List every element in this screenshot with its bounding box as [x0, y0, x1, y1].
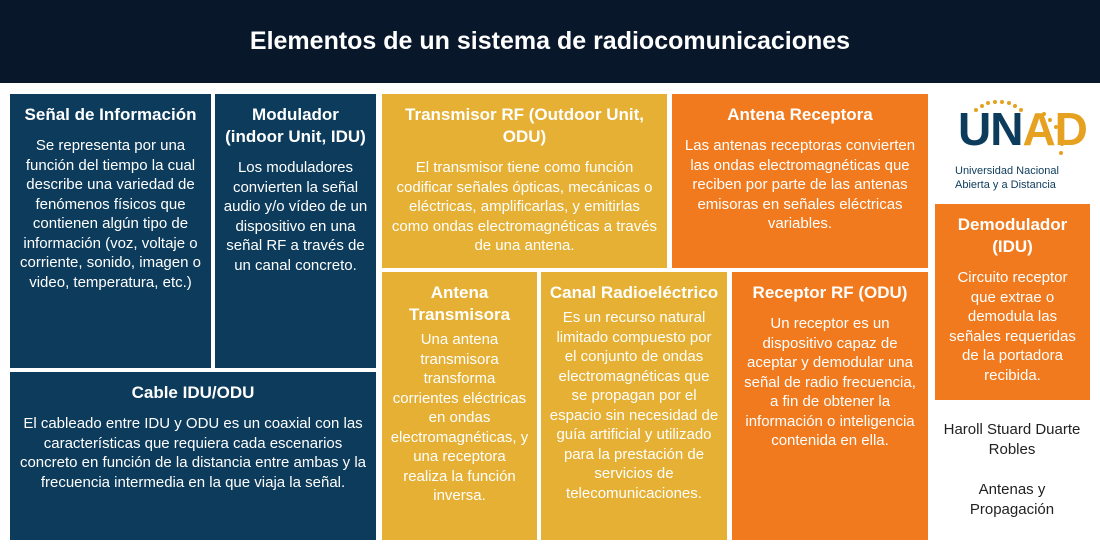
- card-title: Demodulador (IDU): [957, 215, 1068, 257]
- card-antena-receptora: [672, 94, 928, 268]
- course-name: Antenas y Propagación: [969, 481, 1055, 518]
- card-title: Transmisor RF (Outdoor Unit, ODU): [405, 105, 644, 147]
- card-text: Se representa por una función del tiempo la cual describe una variedad de fenómenos físicos que contienen algún tipo de información (voz, voltaje o corriente, sonido, imagen o video, temperatura, etc.): [20, 137, 201, 291]
- card-antena-transmisora: [382, 272, 537, 540]
- card-canal-radioelectrico: [541, 272, 727, 540]
- card-title: Canal Radioeléctrico: [549, 283, 719, 302]
- card-receptor-rf: [732, 272, 928, 540]
- author-name: Haroll Stuard Duarte Robles: [943, 421, 1081, 458]
- logo-wordmark: UNAD: [958, 103, 1087, 155]
- card-transmisor-rf: [382, 94, 667, 268]
- card-text: El cableado entre IDU y ODU es un coaxial con las características que requiera cada escenarios concreto en función de la distancia entre ambas y la frecuencia intermedia en la que viaja la señal.: [19, 415, 367, 491]
- card-text: Circuito receptor que extrae o demodula las señales requeridas de la portadora recibida.: [949, 269, 1076, 384]
- card-cable-idu-odu: [10, 372, 376, 540]
- page-title: Elementos de un sistema de radiocomunicaciones: [0, 0, 1100, 83]
- card-title: Señal de Información: [24, 105, 197, 124]
- card-demodulador: [935, 204, 1090, 400]
- logo-line-2: Abierta y a Distancia: [955, 179, 1056, 191]
- card-title: Modulador (indoor Unit, IDU): [225, 105, 366, 147]
- card-title: Cable IDU/ODU: [131, 383, 255, 402]
- card-senal-informacion: [10, 94, 211, 368]
- card-text: Es un recurso natural limitado compuesto por el conjunto de ondas electromagnéticas que se propagan por el espacio sin necesidad de guía artificial y utilizado para la prestación de servicios de telecomunicaciones.: [549, 309, 719, 502]
- card-text: Una antena transmisora transforma corrientes eléctricas en ondas electromagnéticas, y una receptora realiza la función inversa.: [390, 331, 529, 505]
- card-text: Un receptor es un dispositivo capaz de aceptar y demodular una señal de radio frecuencia, a fin de obtener la información o inteligencia contenida en ella.: [744, 315, 916, 450]
- card-title: Receptor RF (ODU): [752, 283, 908, 302]
- logo-line-1: Universidad Nacional: [955, 165, 1059, 177]
- card-text: Los moduladores convierten la señal audio y/o vídeo de un dispositivo en una señal RF a través de un canal concreto.: [223, 159, 368, 274]
- card-modulador: [215, 94, 376, 368]
- card-title: Antena Receptora: [727, 105, 873, 124]
- card-text: Las antenas receptoras convierten las ondas electromagnéticas que reciben por parte de las antenas emisoras en señales eléctricas variables.: [684, 137, 916, 233]
- card-text: El transmisor tiene como función codificar señales ópticas, mecánicas o eléctricas, amplificarlas, y emitirlas como ondas electromagnéticas a través de una antena.: [391, 159, 658, 255]
- card-title: Antena Transmisora: [408, 283, 511, 325]
